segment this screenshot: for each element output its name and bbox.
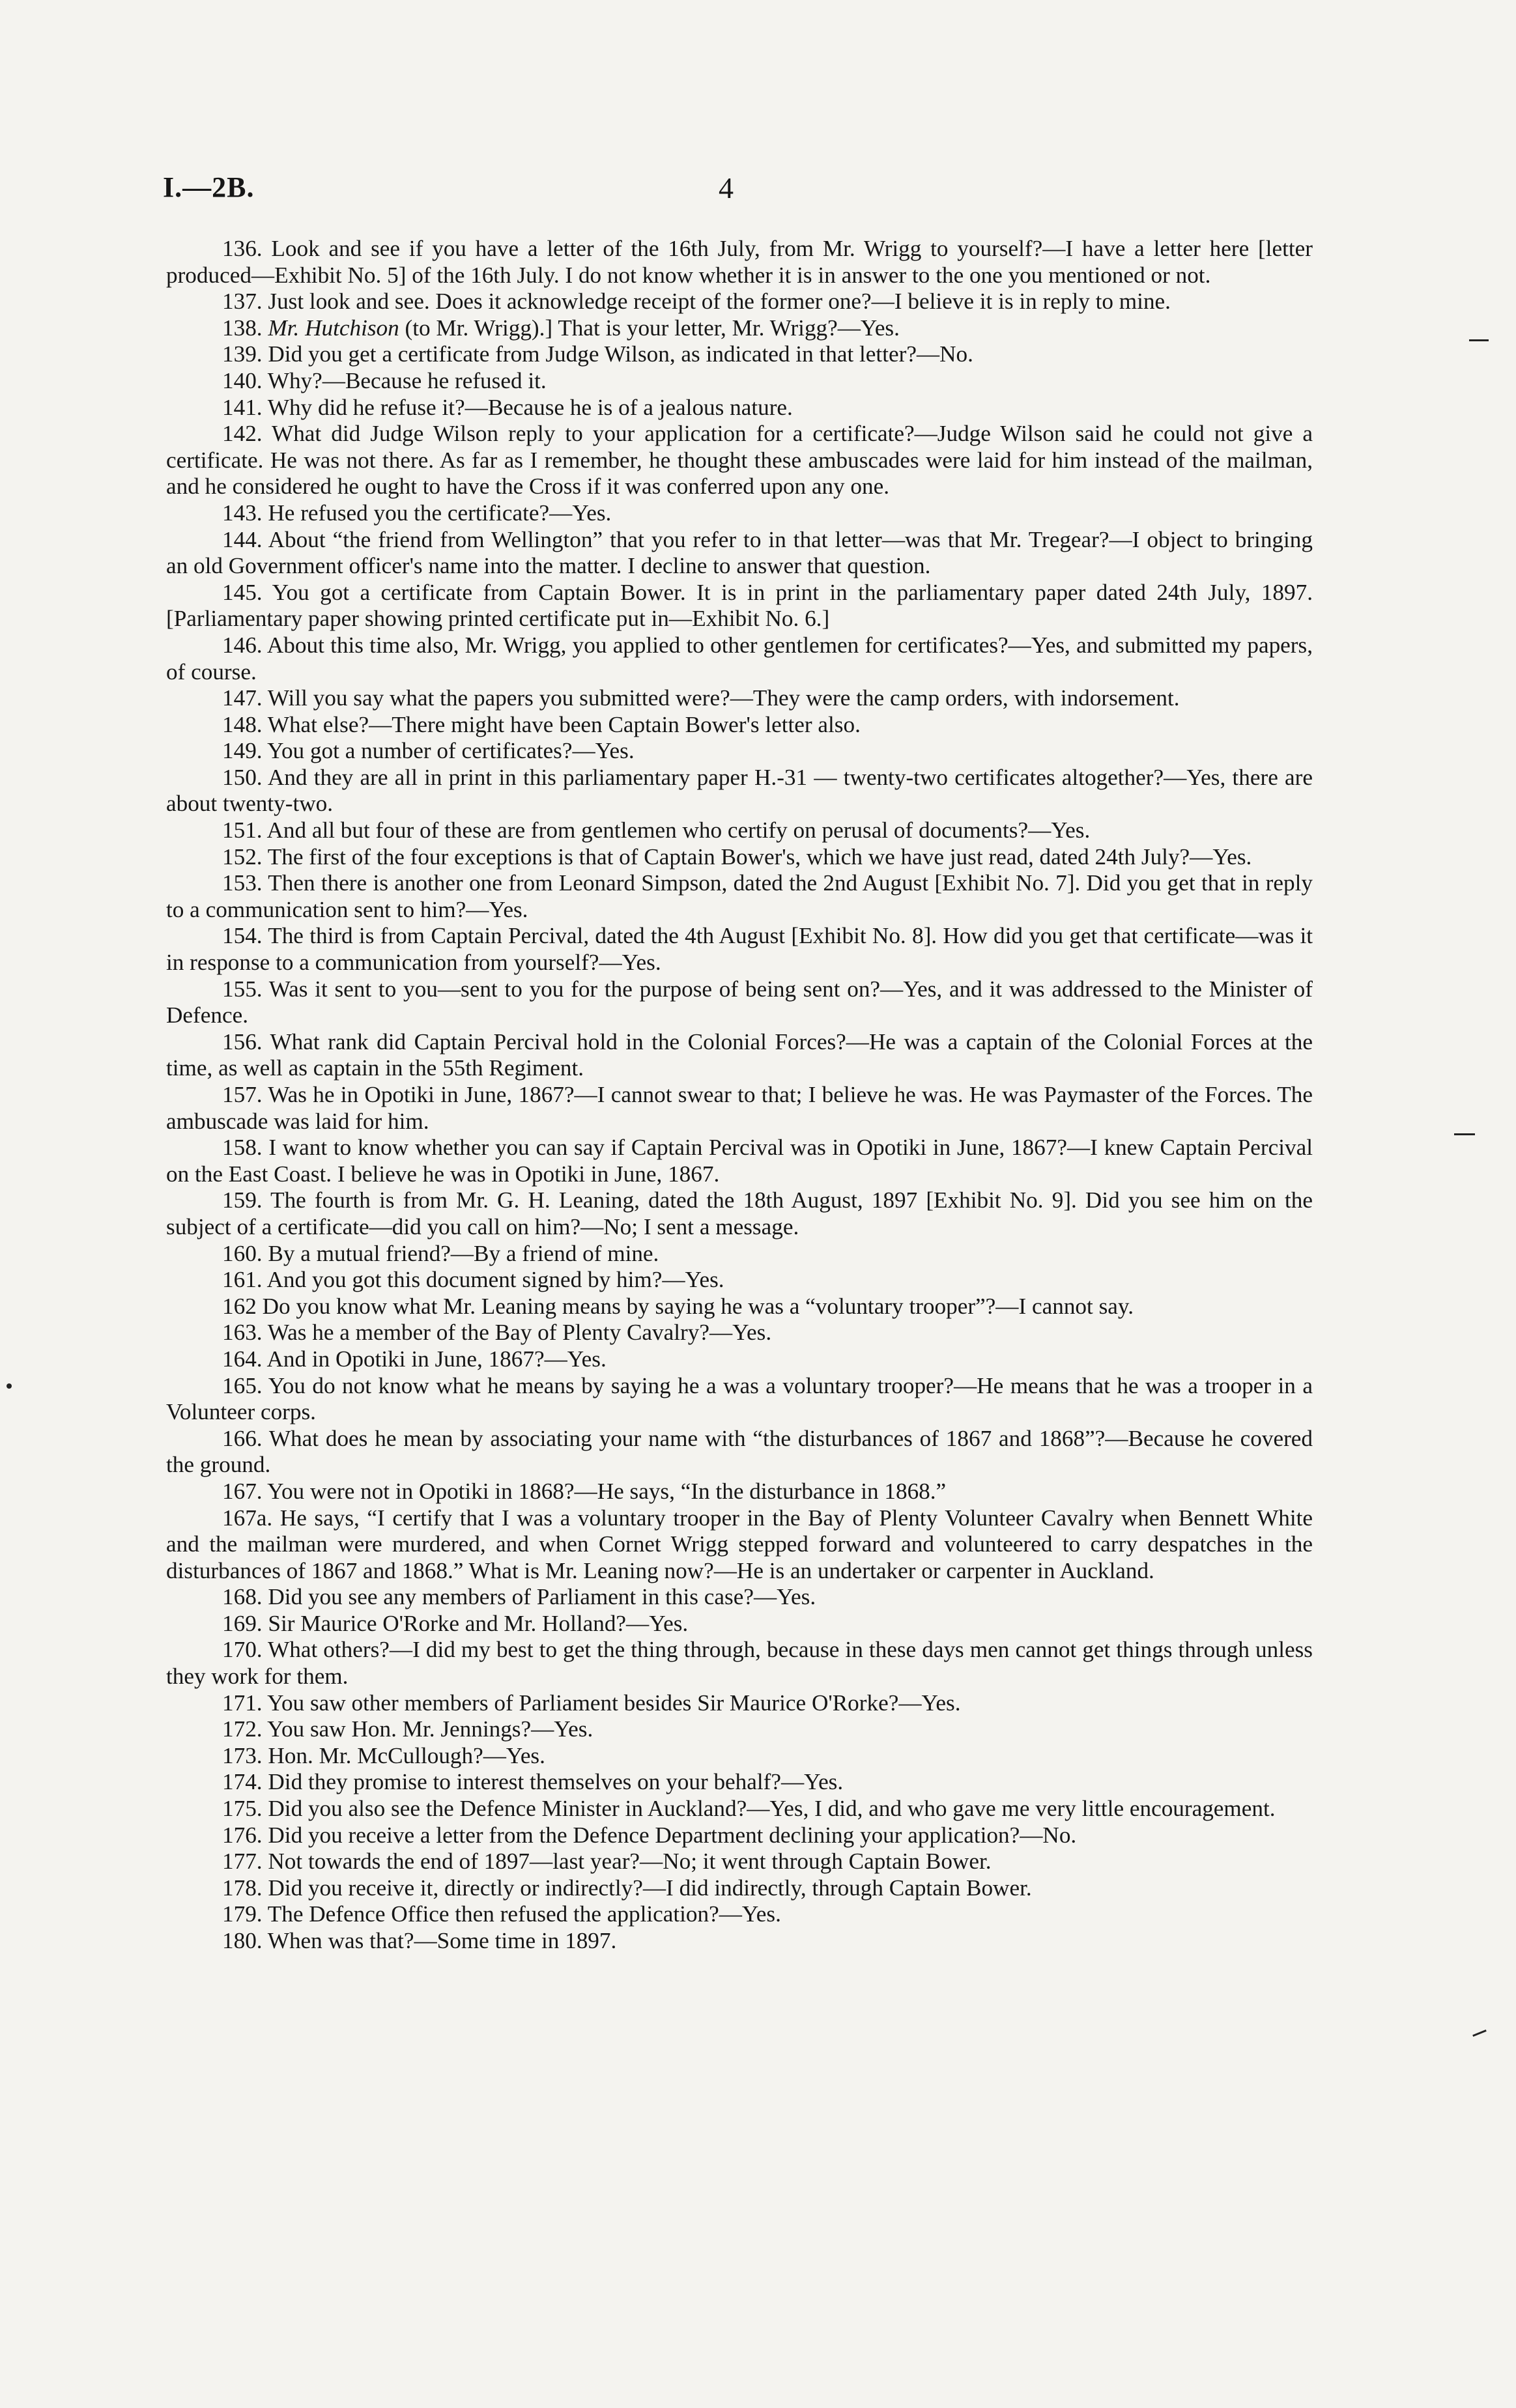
- question-number: 158.: [222, 1135, 263, 1161]
- question-number: 145.: [222, 579, 263, 605]
- testimony-paragraph: [166, 1135, 1313, 1187]
- question-answer-text: About this time also, Mr. Wrigg, you applied to other gentlemen for certificates?—Yes, and submitted my papers, of course.: [166, 632, 1313, 685]
- question-number: 175.: [222, 1796, 263, 1822]
- question-answer-text: You got a certificate from Captain Bower. It is in print in the parliamentary paper dated 24th July, 1897. [Parliamentary paper showing printed certificate put in—Exhibit No. 6.]: [166, 579, 1313, 632]
- question-number: 164.: [222, 1346, 263, 1372]
- question-number: 167.: [222, 1478, 263, 1504]
- question-number: 172.: [222, 1716, 263, 1742]
- page-header: [156, 171, 1368, 210]
- question-answer-text: What did Judge Wilson reply to your application for a certificate?—Judge Wilson said he could not give a certificate. He was not there. As far as I remember, he thought these ambuscades were laid for him instead of the mailman, and he considered he ought to have the Cross if it was conferred upon any one.: [166, 421, 1313, 500]
- page-number: 4: [719, 171, 734, 205]
- question-answer-text: And they are all in print in this parliamentary paper H.-31 — twenty-two certificates altogether?—Yes, there are about twenty-two.: [166, 764, 1313, 817]
- question-number: 146.: [222, 632, 263, 658]
- question-answer-text: Did you get a certificate from Judge Wilson, as indicated in that letter?—No.: [268, 341, 973, 367]
- testimony-paragraph: [166, 1082, 1313, 1135]
- question-number: 150.: [222, 764, 263, 790]
- question-answer-text: He refused you the certificate?—Yes.: [268, 500, 612, 526]
- testimony-body: [166, 236, 1313, 1955]
- testimony-paragraph: [166, 1716, 1313, 1743]
- question-number: 151.: [222, 817, 263, 843]
- testimony-paragraph: [166, 580, 1313, 632]
- question-answer-text: (to Mr. Wrigg).] That is your letter, Mr. Wrigg?—Yes.: [405, 315, 900, 341]
- question-number: 141.: [222, 394, 263, 420]
- testimony-paragraph: [166, 1479, 1313, 1505]
- question-number: 169.: [222, 1610, 263, 1636]
- testimony-paragraph: [166, 289, 1313, 315]
- question-number: 168.: [222, 1584, 263, 1610]
- testimony-paragraph: [166, 315, 1313, 342]
- testimony-paragraph: [166, 1875, 1313, 1902]
- question-number: 148.: [222, 711, 263, 737]
- question-number: 179.: [222, 1901, 263, 1927]
- testimony-paragraph: [166, 817, 1313, 844]
- question-answer-text: You got a number of certificates?—Yes.: [267, 738, 635, 764]
- question-answer-text: And all but four of these are from gentlemen who certify on perusal of documents?—Yes.: [266, 817, 1091, 843]
- question-answer-text: What others?—I did my best to get the thing through, because in these days men cannot get things through unless they work for them.: [166, 1637, 1313, 1690]
- testimony-paragraph: [166, 1611, 1313, 1637]
- testimony-paragraph: [166, 685, 1313, 712]
- question-answer-text: Did you see any members of Parliament in this case?—Yes.: [268, 1584, 816, 1610]
- question-number: 154.: [222, 923, 263, 949]
- question-number: 177.: [222, 1848, 263, 1875]
- testimony-paragraph: [166, 1848, 1313, 1875]
- question-answer-text: The Defence Office then refused the application?—Yes.: [267, 1901, 781, 1927]
- question-number: 144.: [222, 526, 263, 552]
- question-number: 165.: [222, 1372, 263, 1398]
- question-number: 147.: [222, 685, 263, 711]
- question-answer-text: What does he mean by associating your name with “the disturbances of 1867 and 1868”?—Because he covered the ground.: [166, 1425, 1313, 1478]
- document-reference: I.—2B.: [163, 171, 255, 203]
- testimony-paragraph: [166, 923, 1313, 976]
- question-answer-text: Why did he refuse it?—Because he is of a jealous nature.: [267, 394, 793, 420]
- question-answer-text: What rank did Captain Percival hold in the Colonial Forces?—He was a captain of the Colonial Forces at the time, as well as captain in the 55th Regiment.: [166, 1028, 1313, 1081]
- testimony-paragraph: [166, 395, 1313, 421]
- question-answer-text: Will you say what the papers you submitted were?—They were the camp orders, with indorsement.: [267, 685, 1180, 711]
- question-number: 167a.: [222, 1505, 273, 1531]
- question-number: 176.: [222, 1822, 263, 1848]
- testimony-paragraph: [166, 1294, 1313, 1320]
- testimony-paragraph: [166, 1346, 1313, 1373]
- question-number: 162: [222, 1293, 257, 1319]
- margin-mark: [1469, 339, 1489, 341]
- testimony-paragraph: [166, 1029, 1313, 1082]
- question-number: 174.: [222, 1769, 263, 1795]
- question-answer-text: When was that?—Some time in 1897.: [267, 1928, 617, 1953]
- question-answer-text: Look and see if you have a letter of the 16th July, from Mr. Wrigg to yourself?—I have a letter here [letter produced—Exhibit No. 5] of the 16th July. I do not know whether it is in answer to the one you mentioned or not.: [166, 236, 1313, 288]
- testimony-paragraph: [166, 236, 1313, 289]
- testimony-paragraph: [166, 1822, 1313, 1849]
- testimony-paragraph: [166, 368, 1313, 395]
- question-answer-text: Did they promise to interest themselves on your behalf?—Yes.: [268, 1769, 844, 1795]
- question-answer-text: Why?—Because he refused it.: [267, 367, 547, 393]
- testimony-paragraph: [166, 1267, 1313, 1294]
- margin-dot: [7, 1383, 12, 1389]
- testimony-paragraph: [166, 1584, 1313, 1611]
- question-number: 137.: [222, 289, 263, 315]
- testimony-paragraph: [166, 421, 1313, 500]
- question-answer-text: I want to know whether you can say if Captain Percival was in Opotiki in June, 1867?—I knew Captain Percival on the East Coast. I believe he was in Opotiki in June, 1867.: [166, 1135, 1313, 1187]
- testimony-paragraph: [166, 341, 1313, 368]
- question-answer-text: Sir Maurice O'Rorke and Mr. Holland?—Yes.: [268, 1610, 689, 1636]
- testimony-paragraph: [166, 976, 1313, 1029]
- testimony-paragraph: [166, 1505, 1313, 1585]
- question-answer-text: Was it sent to you—sent to you for the purpose of being sent on?—Yes, and it was addressed to the Minister of Defence.: [166, 976, 1313, 1028]
- question-number: 166.: [222, 1425, 263, 1451]
- question-number: 180.: [222, 1928, 263, 1953]
- question-answer-text: Hon. Mr. McCullough?—Yes.: [268, 1742, 545, 1768]
- margin-mark: [1454, 1133, 1475, 1135]
- testimony-paragraph: [166, 844, 1313, 871]
- question-number: 163.: [222, 1320, 263, 1346]
- question-answer-text: Was he a member of the Bay of Plenty Cavalry?—Yes.: [267, 1320, 772, 1346]
- testimony-paragraph: [166, 765, 1313, 817]
- question-number: 149.: [222, 738, 263, 764]
- question-answer-text: Then there is another one from Leonard Simpson, dated the 2nd August [Exhibit No. 7]. Did you get that in reply to a communication sent to him?—Yes.: [166, 870, 1313, 922]
- question-number: 157.: [222, 1082, 263, 1107]
- question-number: 139.: [222, 341, 263, 367]
- question-number: 156.: [222, 1028, 263, 1055]
- testimony-paragraph: [166, 1241, 1313, 1268]
- question-number: 142.: [222, 421, 263, 447]
- testimony-paragraph: [166, 712, 1313, 739]
- testimony-paragraph: [166, 1187, 1313, 1240]
- question-answer-text: Did you receive it, directly or indirectly?—I did indirectly, through Captain Bower.: [268, 1875, 1032, 1901]
- testimony-paragraph: [166, 527, 1313, 580]
- question-answer-text: The fourth is from Mr. G. H. Leaning, dated the 18th August, 1897 [Exhibit No. 9]. Did you see him on the subject of a certificate—did you call on him?—No; I sent a message.: [166, 1187, 1313, 1239]
- margin-mark: [1472, 2030, 1487, 2037]
- question-number: 161.: [222, 1267, 263, 1293]
- testimony-paragraph: [166, 500, 1313, 527]
- testimony-paragraph: [166, 1320, 1313, 1346]
- testimony-paragraph: [166, 1690, 1313, 1717]
- question-number: 173.: [222, 1742, 263, 1768]
- question-number: 155.: [222, 976, 263, 1002]
- question-answer-text: Not towards the end of 1897—last year?—No; it went through Captain Bower.: [268, 1848, 992, 1875]
- question-answer-text: You saw other members of Parliament besides Sir Maurice O'Rorke?—Yes.: [267, 1690, 961, 1716]
- testimony-paragraph: [166, 1928, 1313, 1955]
- question-number: 143.: [222, 500, 263, 526]
- question-number: 160.: [222, 1240, 263, 1266]
- question-answer-text: About “the friend from Wellington” that you refer to in that letter—was that Mr. Tregear?—I object to bringing an old Government officer's name into the matter. I decline to answer that question.: [166, 526, 1313, 579]
- testimony-paragraph: [166, 632, 1313, 685]
- question-answer-text: Was he in Opotiki in June, 1867?—I cannot swear to that; I believe he was. He was Paymaster of the Forces. The ambuscade was laid for him.: [166, 1082, 1313, 1134]
- speaker-name: Mr. Hutchison: [268, 315, 399, 341]
- question-answer-text: Did you receive a letter from the Defence Department declining your application?—No.: [268, 1822, 1077, 1848]
- question-answer-text: You do not know what he means by saying he a was a voluntary trooper?—He means that he was a trooper in a Volunteer corps.: [166, 1372, 1313, 1425]
- question-answer-text: You were not in Opotiki in 1868?—He says, “In the disturbance in 1868.”: [267, 1478, 947, 1504]
- testimony-paragraph: [166, 1373, 1313, 1426]
- question-answer-text: The first of the four exceptions is that of Captain Bower's, which we have just read, dated 24th July?—Yes.: [267, 843, 1252, 870]
- testimony-paragraph: [166, 1637, 1313, 1690]
- question-number: 159.: [222, 1187, 263, 1213]
- question-answer-text: By a mutual friend?—By a friend of mine.: [268, 1240, 659, 1266]
- question-number: 171.: [222, 1690, 263, 1716]
- question-answer-text: You saw Hon. Mr. Jennings?—Yes.: [267, 1716, 594, 1742]
- question-answer-text: And in Opotiki in June, 1867?—Yes.: [266, 1346, 607, 1372]
- question-answer-text: Did you also see the Defence Minister in Auckland?—Yes, I did, and who gave me very little encouragement.: [268, 1796, 1276, 1822]
- question-number: 140.: [222, 367, 263, 393]
- testimony-paragraph: [166, 1743, 1313, 1770]
- question-answer-text: Just look and see. Does it acknowledge receipt of the former one?—I believe it is in reply to mine.: [268, 289, 1171, 315]
- question-answer-text: The third is from Captain Percival, dated the 4th August [Exhibit No. 8]. How did you get that certificate—was it in response to a communication from yourself?—Yes.: [166, 923, 1313, 976]
- question-number: 152.: [222, 843, 263, 870]
- testimony-paragraph: [166, 1769, 1313, 1796]
- testimony-paragraph: [166, 738, 1313, 765]
- question-number: 170.: [222, 1637, 263, 1663]
- question-answer-text: What else?—There might have been Captain Bower's letter also.: [267, 711, 861, 737]
- question-number: 178.: [222, 1875, 263, 1901]
- question-number: 136.: [222, 236, 263, 261]
- question-number: 153.: [222, 870, 263, 896]
- testimony-paragraph: [166, 870, 1313, 923]
- question-answer-text: Do you know what Mr. Leaning means by saying he was a “voluntary trooper”?—I cannot say.: [262, 1293, 1134, 1319]
- testimony-paragraph: [166, 1426, 1313, 1479]
- testimony-paragraph: [166, 1796, 1313, 1822]
- question-answer-text: And you got this document signed by him?—Yes.: [266, 1267, 724, 1293]
- question-answer-text: He says, “I certify that I was a voluntary trooper in the Bay of Plenty Volunteer Cavalry when Bennett White and the mailman were murdered, and when Cornet Wrigg stepped forward and volunteered to carry despatches in the disturbances of 1867 and 1868.” What is Mr. Leaning now?—He is an undertaker or carpenter in Auckland.: [166, 1505, 1313, 1583]
- question-number: 138.: [222, 315, 263, 341]
- testimony-paragraph: [166, 1901, 1313, 1928]
